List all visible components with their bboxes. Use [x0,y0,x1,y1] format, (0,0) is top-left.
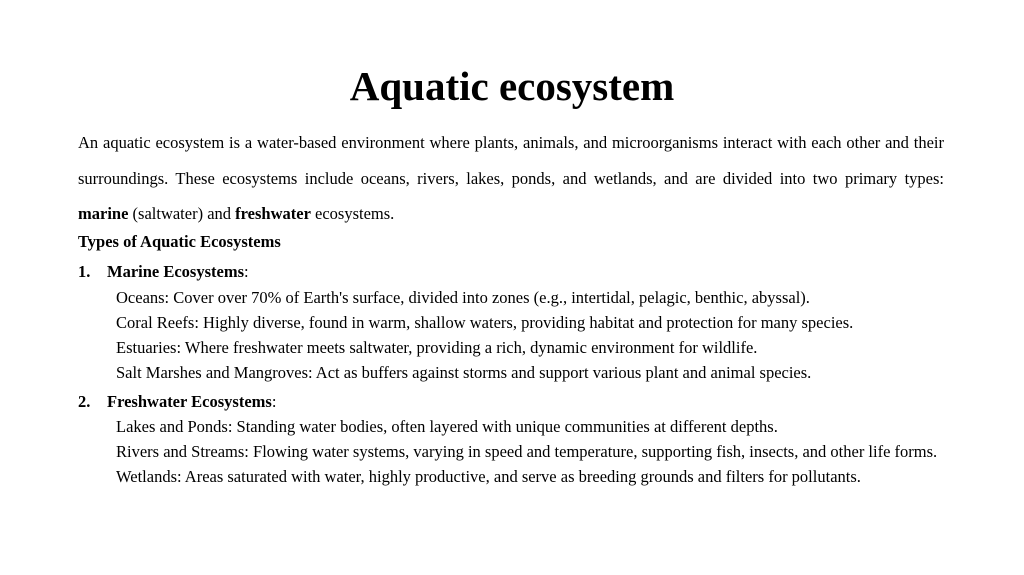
intro-marine-term: marine [78,204,129,223]
section-freshwater-heading [78,392,276,412]
types-heading: Types of Aquatic Ecosystems [78,232,281,251]
section-name: Marine Ecosystems [107,262,245,281]
list-item: Salt Marshes and Mangroves: Act as buffers against storms and support various plant and animal species. [116,363,812,382]
section-number: 1. [78,262,91,281]
intro-text-2: (saltwater) and [128,204,236,223]
list-item: Coral Reefs: Highly diverse, found in warm, shallow waters, providing habitat and protection for many species. [116,313,854,332]
list-item: Wetlands: Areas saturated with water, highly productive, and serve as breeding grounds and filters for pollutants. [116,467,861,486]
list-item: Rivers and Streams: Flowing water systems, varying in speed and temperature, supporting fish, insects, and other life forms. [116,442,938,461]
section-number: 2. [78,392,91,411]
list-item: Lakes and Ponds: Standing water bodies, often layered with unique communities at different depths. [116,417,778,436]
slide-title: Aquatic ecosystem [349,63,675,109]
intro-paragraph [78,125,944,232]
section-colon: : [244,262,249,281]
intro-freshwater-term: freshwater [235,204,311,223]
section-colon: : [271,392,277,411]
section-name: Freshwater Ecosystems [107,392,272,411]
intro-text-3: ecosystems. [310,204,395,223]
list-item: Oceans: Cover over 70% of Earth's surface, divided into zones (e.g., intertidal, pelagic, benthic, abyssal). [116,288,810,307]
section-marine-heading [78,262,249,282]
freshwater-list [116,417,946,492]
intro-text-1: An aquatic ecosystem is a water-based environment where plants, animals, and microorganisms interact with each other and their surroundings. These ecosystems include oceans, rivers, lakes, ponds, and wetlands, and are divided into two primary types: [78,133,944,188]
list-item: Estuaries: Where freshwater meets saltwater, providing a rich, dynamic environment for wildlife. [116,338,758,357]
marine-list [116,288,946,388]
